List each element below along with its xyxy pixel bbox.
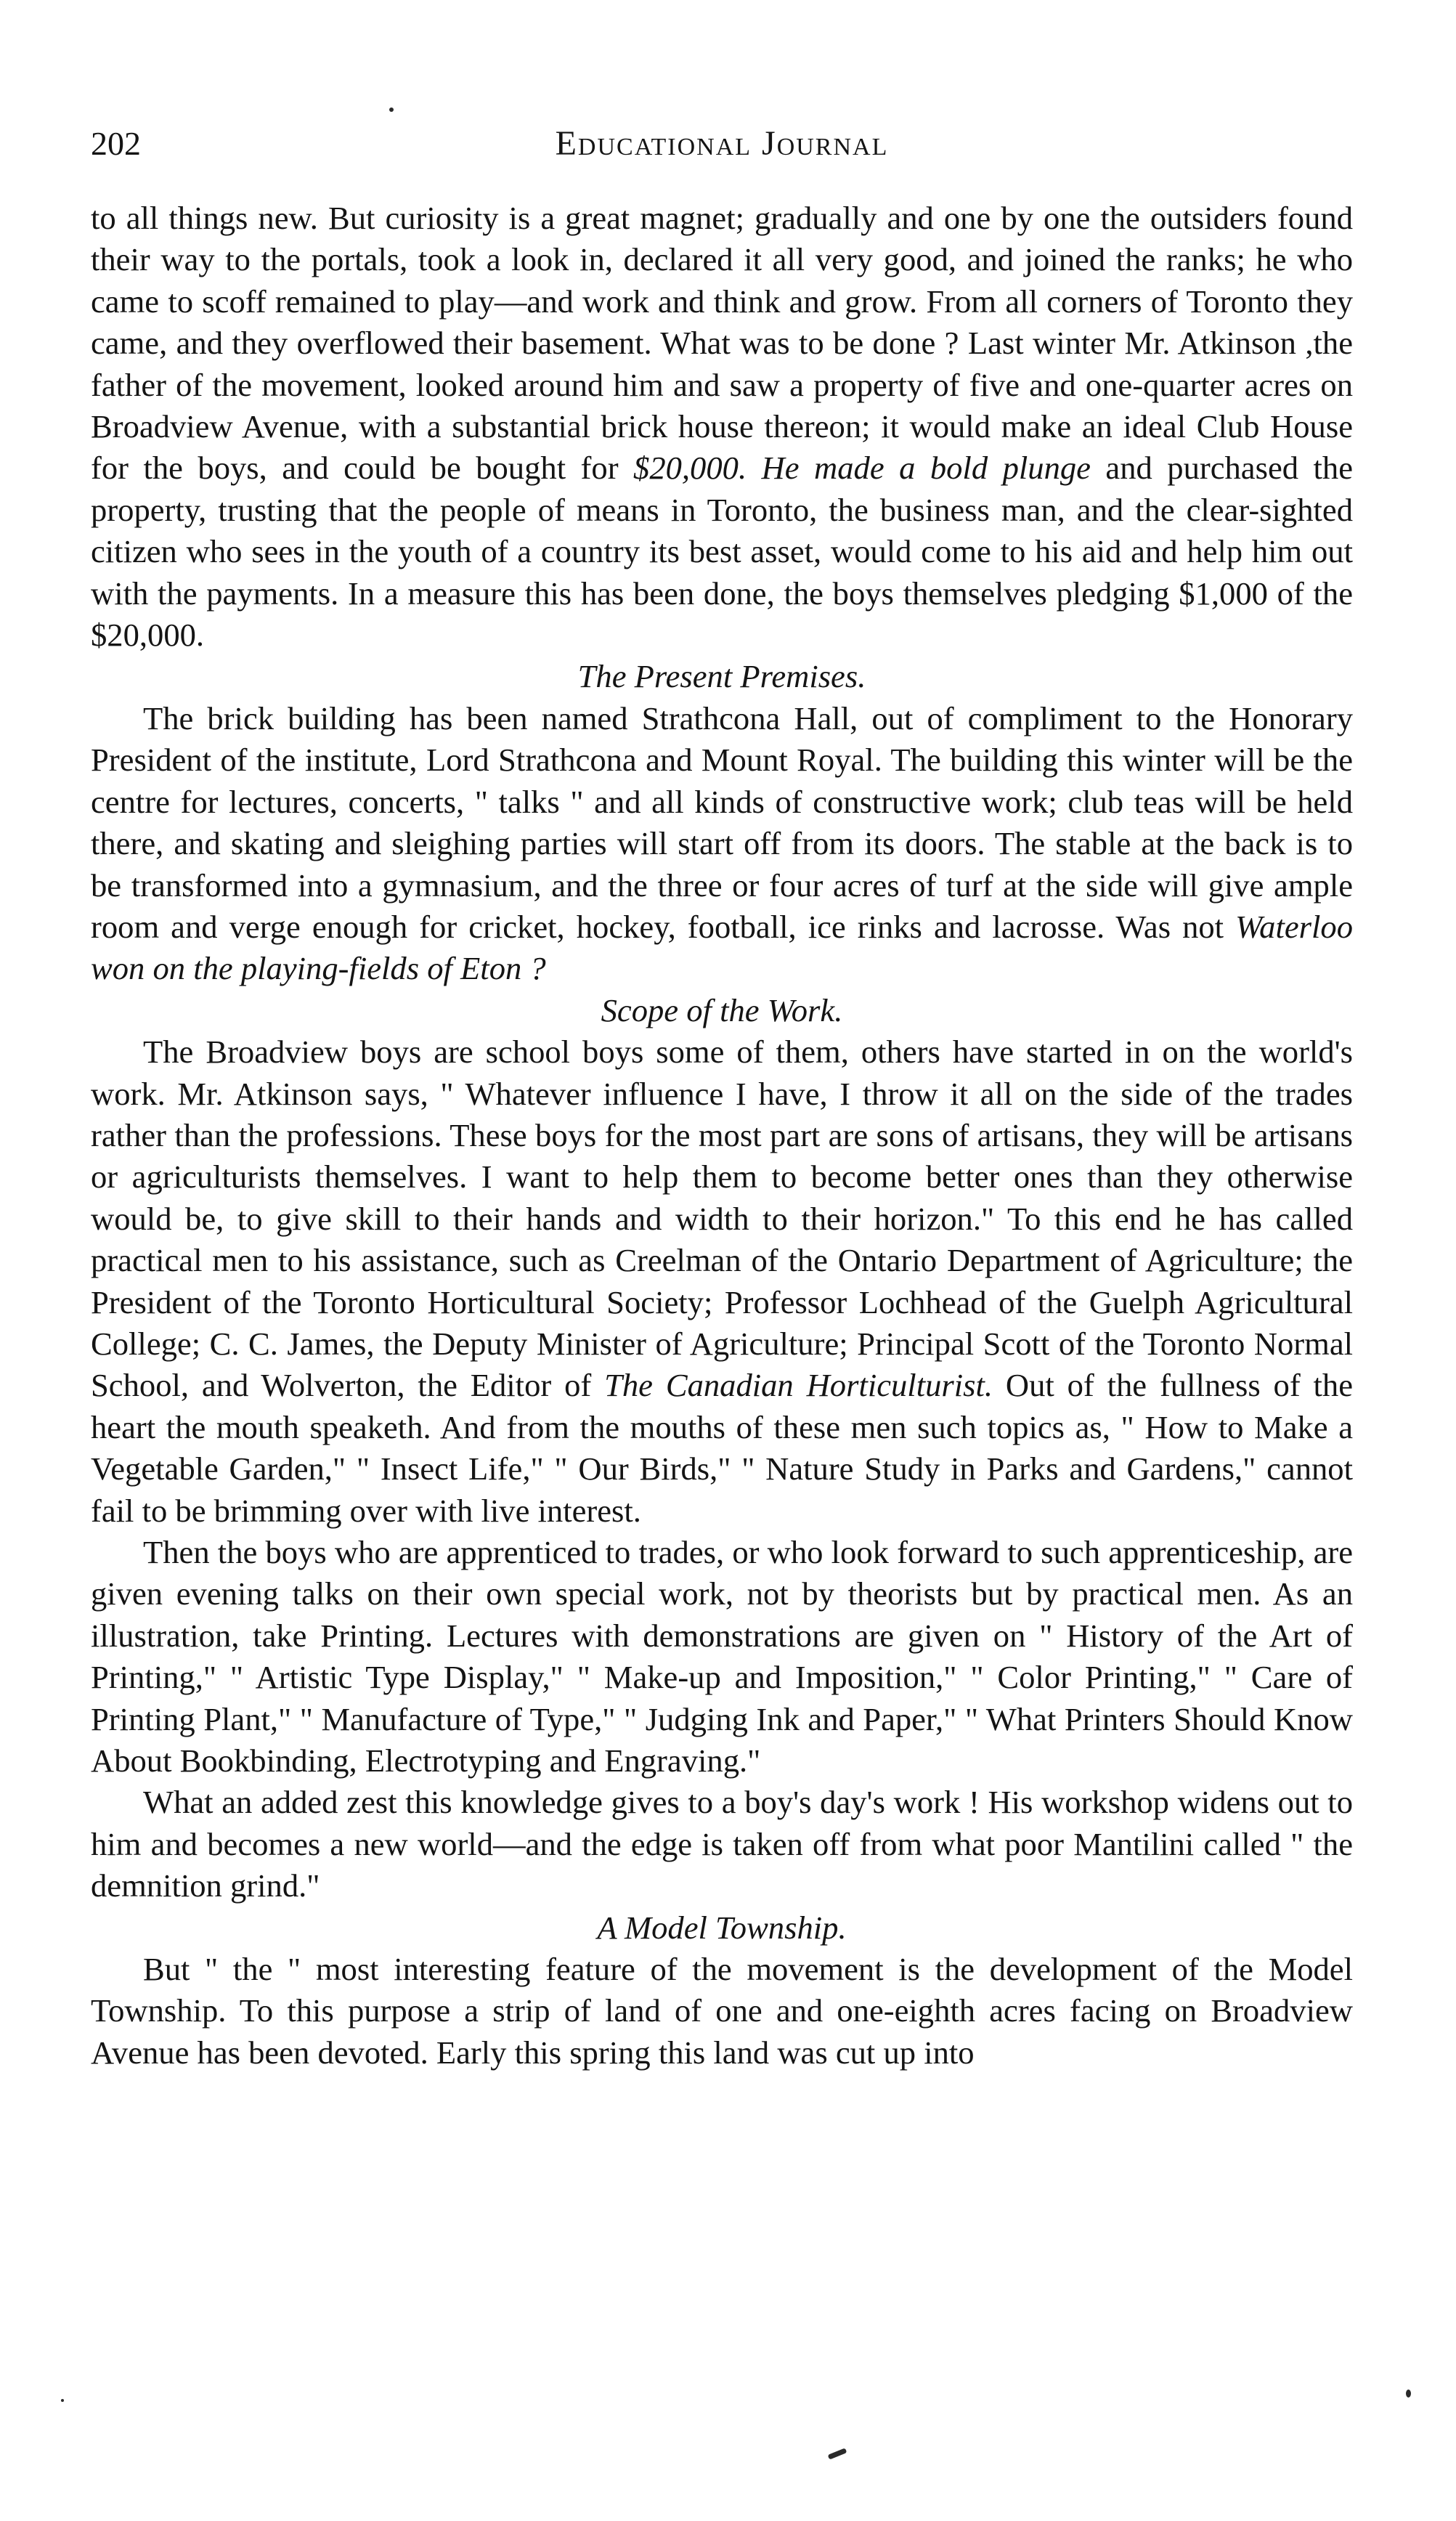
italic-text: Waterloo won on the playing-fields of Eton ? [91, 908, 1353, 987]
section-heading: The Present Premises. [577, 658, 866, 695]
paragraph [91, 1949, 1353, 2074]
page-number: 202 [91, 125, 141, 162]
paragraph [91, 198, 1353, 656]
paragraph [91, 1782, 1353, 1907]
top-ink-speck [389, 107, 394, 112]
text-run: The Broadview boys are school boys some of them, others have started in on the world's work. Mr. Atkinson says, " Whatever influence I have, I throw it all on the side of the trades rather than the professions. These boys for the most part are sons of artisans, they will be artisans or agriculturists themselves. I want to help them to become better ones than they otherwise would be, to give skill to their hands and width to their horizon." To this end he has called practical men to his assistance, such as Creelman of the Ontario Department of Agriculture; the President of the Toronto Horticultural Society; Professor Lochhead of the Guelph Agricultural College; C. C. James, the Deputy Minister of Agriculture; Principal Scott of the Toronto Normal School, and Wolverton, the Editor of [91, 1034, 1353, 1404]
text-run: What an added zest this knowledge gives to a boy's day's work ! His workshop widens out to him and becomes a new world—and the edge is taken off from what poor Mantilini called " the demnition grind." [91, 1784, 1353, 1904]
text-run: Then the boys who are apprenticed to trades, or who look forward to such apprenticeship, are given evening talks on their own special work, not by theorists but by practical men. As an illustration, take Printing. Lectures with demonstrations are given on " History of the Art of Printing," " Artistic Type Display," " Make-up and Imposition," " Color Printing," " Care of Printing Plant," " Manufacture of Type," " Judging Ink and Paper," " What Printers Should Know About Bookbinding, Electrotyping and Engraving." [91, 1534, 1353, 1779]
section-heading: A Model Township. [597, 1909, 847, 1946]
margin-ink-speck [61, 2399, 64, 2402]
paragraph [91, 698, 1353, 990]
text-run: and purchased the property, trusting that the people of means in Toronto, the business man, and the clear-sighted citizen who sees in the youth of a country its best asset, would come to his aid and help him out with the payments. In a measure this has been done, the boys themselves pledging $1,000 of the $20,000. [91, 450, 1353, 654]
running-title: Educational Journal [555, 124, 889, 163]
italic-text: The Canadian Horticulturist. [604, 1367, 993, 1404]
text-run: Out of the fullness of the heart the mouth speaketh. And from the mouths of these men such topics as, " How to Make a Vegetable Garden," " Insect Life," " Our Birds," " Nature Study in Parks and Gardens," cannot fail to be brimming over with live interest. [91, 1367, 1354, 1529]
text-run: to all things new. But curiosity is a great magnet; gradually and one by one the outsiders found their way to the portals, took a look in, declared it all very good, and joined the ranks; he who came to scoff remained to play—and work and think and grow. From all corners of Toronto they came, and they overflowed their basement. What was to be done ? Last winter Mr. Atkinson ,the father of the movement, looked around him and saw a property of five and one-quarter acres on Broadview Avenue, with a substantial brick house thereon; it would make an ideal Club House for the boys, and could be bought for [91, 200, 1353, 487]
section-heading: Scope of the Work. [601, 991, 843, 1028]
page-header [91, 122, 1353, 173]
paragraph [91, 1532, 1353, 1782]
text-run: But " the " most interesting feature of the movement is the development of the Model Township. To this purpose a strip of land of one and one-eighth acres facing on Broadview Avenue has been devoted. Early this spring this land was cut up into [91, 1951, 1353, 2071]
article-body [91, 198, 1353, 2074]
bottom-ink-mark [828, 2448, 847, 2459]
text-run: The brick building has been named Strathcona Hall, out of compliment to the Honorary President of the institute, Lord Strathcona and Mount Royal. The building this winter will be the centre for lectures, concerts, " talks " and all kinds of constructive work; club teas will be held there, and skating and sleighing parties will start off from its doors. The stable at the back is to be transformed into a gymnasium, and the three or four acres of turf at the side will give ample room and verge enough for cricket, hockey, football, ice rinks and lacrosse. Was not [91, 699, 1353, 945]
italic-text: $20,000. He made a bold plunge [633, 450, 1091, 487]
paragraph [91, 1031, 1353, 1532]
corner-ink-speck [1406, 2390, 1411, 2398]
